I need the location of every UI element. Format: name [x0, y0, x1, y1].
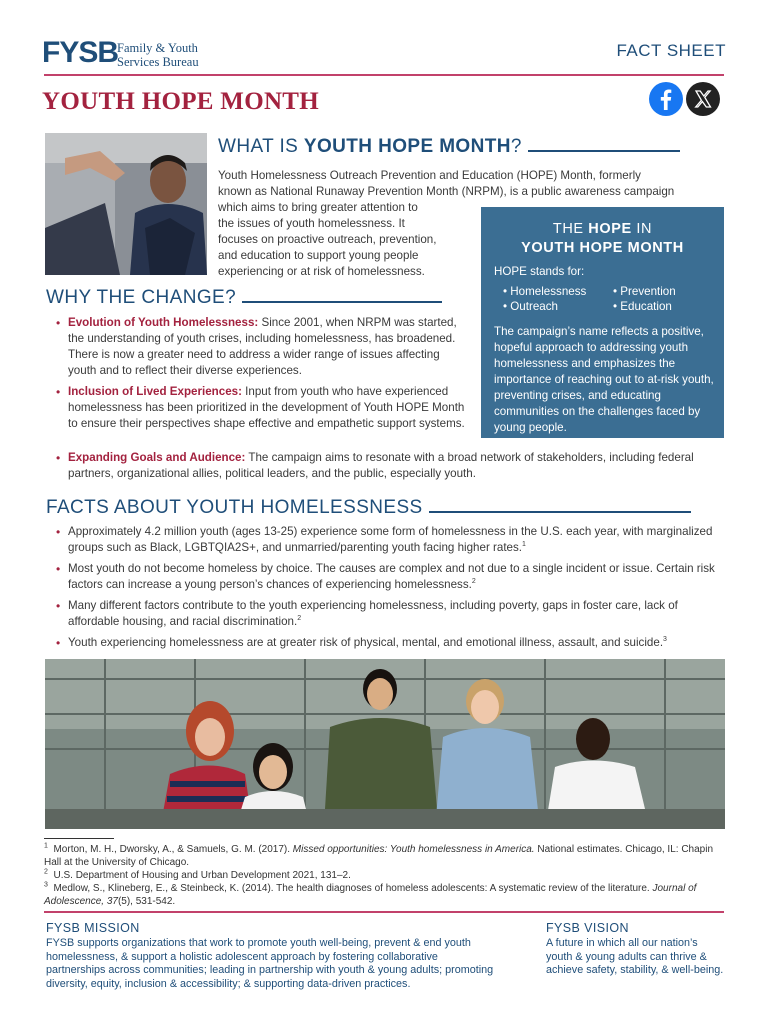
what-line: and education to support young people [218, 249, 419, 262]
footnote-number: 3 [44, 881, 48, 889]
what-line: Youth Homelessness Outreach Prevention and Education (HOPE) Month, formerly [218, 169, 641, 182]
footnote-number: 1 [44, 842, 48, 850]
what-line: experiencing or at risk of homelessness. [218, 265, 425, 278]
footnote-text: U.S. Department of Housing and Urban Development 2021, 131–2. [53, 870, 351, 881]
hope-item-prevention: • Prevention [613, 284, 723, 299]
facebook-icon[interactable] [649, 82, 683, 116]
footnote-divider [44, 838, 114, 839]
footer-divider [44, 911, 724, 913]
what-heading-bold: YOUTH HOPE MONTH [303, 136, 511, 157]
footnotes [44, 843, 724, 908]
fysb-logo: FYSB [42, 36, 119, 69]
fact-item [44, 524, 724, 556]
why-item-text: The campaign aims to resonate with a broad network of stakeholders, including federal partners, organizational allies, political leaders, and the public, especially youth. [68, 451, 694, 480]
heading-underline [242, 300, 442, 303]
hope-item-outreach: • Outreach [503, 299, 613, 314]
what-line: focuses on proactive outreach, prevention, [218, 233, 437, 246]
why-item-lead: Evolution of Youth Homelessness: [68, 316, 259, 329]
footnote-3 [44, 882, 724, 908]
footnote-ref[interactable]: 2 [297, 615, 302, 623]
youth-group-photo [45, 659, 725, 829]
footnote-italic: Journal of Adolescence, 37 [44, 883, 697, 907]
what-line: which aims to bring greater attention to [218, 201, 418, 214]
hope-title-line2: YOUTH HOPE MONTH [521, 240, 684, 256]
why-item-lead: Inclusion of Lived Experiences: [68, 385, 242, 398]
footnote-text: (5), 531-542. [117, 896, 176, 907]
hope-item-education: • Education [613, 299, 723, 314]
page-title: YOUTH HOPE MONTH [42, 88, 320, 115]
why-item-lead: Expanding Goals and Audience: [68, 451, 246, 464]
youth-outreach-photo [45, 133, 207, 275]
x-icon[interactable] [686, 82, 720, 116]
vision-text: A future in which all our nation’s youth & young adults can thrive & achieve safety, stability, & well-being. [546, 937, 724, 976]
heading-underline [429, 510, 691, 513]
hope-info-box [481, 207, 724, 438]
hope-item-homelessness: • Homelessness [503, 284, 613, 299]
fact-item [44, 635, 724, 651]
header-divider [44, 74, 724, 76]
fact-text: Many different factors contribute to the youth experiencing homelessness, including poverty, gaps in foster care, lack of affordable housing, and racial discrimination. [68, 599, 678, 628]
what-line: known as National Runaway Prevention Month (NRPM), is a public awareness campaign [218, 185, 675, 198]
doc-type-label: FACT SHEET [616, 41, 726, 60]
facts-heading-text: FACTS ABOUT YOUTH HOMELESSNESS [46, 497, 423, 518]
footnote-ref[interactable]: 2 [471, 578, 476, 586]
mission-heading: FYSB MISSION [46, 921, 140, 935]
fact-text: Youth experiencing homelessness are at greater risk of physical, mental, and emotional illness, assault, and suicide. [68, 636, 664, 649]
footnote-ref[interactable]: 1 [522, 541, 526, 549]
logo-line-2: Services Bureau [117, 55, 199, 69]
what-heading-suffix: ? [510, 136, 522, 157]
fact-text: Most youth do not become homeless by choice. The causes are complex and not due to a single incident or issue. Certain risk factors can increase a young person’s chances of experiencing homelessness. [68, 562, 715, 591]
hope-title-prefix: THE [552, 221, 589, 237]
footnote-text: Morton, M. H., Dworsky, A., & Samuels, G. M. (2017). [53, 844, 293, 855]
vision-heading: FYSB VISION [546, 921, 629, 935]
why-item [44, 315, 469, 379]
why-list [44, 315, 469, 437]
footnote-text: National estimates. Chicago, IL: Chapin Hall at the University of Chicago. [44, 844, 714, 868]
footnote-text: Medlow, S., Klineberg, E., & Steinbeck, K. (2014). The health diagnoses of homeless adolescents: A systematic review of the literature. [53, 883, 653, 894]
mission-text: FYSB supports organizations that work to promote youth well-being, prevent & end youth homelessness, & support a holistic adolescent approach by fostering collaborative partnerships across communities; leading in partnership with youth & young adults; promoting diversity, equity, inclusion & accessibility; & supporting data-driven practices. [46, 937, 494, 990]
why-item-text: Since 2001, when NRPM was started, the understanding of youth crises, including homelessness, has broadened. There is now a greater need to address a wider range of issues affecting youth and to reflect their diverse experiences. [68, 316, 457, 377]
footnote-1 [44, 843, 724, 869]
footnote-2 [44, 869, 724, 882]
what-line: the issues of youth homelessness. It [218, 217, 405, 230]
why-heading-text: WHY THE CHANGE? [46, 287, 237, 308]
fact-item [44, 598, 724, 630]
fact-text: Approximately 4.2 million youth (ages 13-25) experience some form of homelessness in the U.S. each year, with marginalized groups such as Black, LGBTQIA2S+, and unmarried/parenting youth facing higher rates. [68, 525, 713, 554]
hope-box-title [481, 220, 724, 258]
what-heading-prefix: WHAT IS [218, 136, 304, 157]
why-item [44, 384, 469, 432]
hope-title-suffix: IN [631, 221, 653, 237]
hope-title-bold: HOPE [588, 221, 632, 237]
hope-acronym-list [503, 284, 724, 314]
footnote-number: 2 [44, 868, 48, 876]
heading-underline [528, 149, 680, 152]
why-item-text: Input from youth who have experienced homelessness has been prioritized in the development of Youth HOPE Month to ensure their perspectives shape effective and empathetic support systems. [68, 385, 465, 430]
why-heading [46, 287, 442, 309]
hope-stands-for: HOPE stands for: [494, 265, 585, 278]
why-item [44, 450, 724, 482]
facts-heading [46, 497, 691, 519]
footnote-ref[interactable]: 3 [663, 636, 667, 644]
why-list-wide [44, 450, 724, 487]
logo-line-1: Family & Youth [117, 41, 198, 55]
facts-list [44, 524, 724, 656]
footnote-italic: Missed opportunities: Youth homelessness in America. [292, 844, 535, 855]
hope-description: The campaign’s name reflects a positive, hopeful approach to addressing youth homelessness and emphasizes the importance of reaching out to at-risk youth, preventing crises, and educating communities on the challenges faced by young people. [494, 325, 714, 434]
logo-wordmark [117, 41, 199, 69]
fact-item [44, 561, 724, 593]
what-is-heading [218, 136, 680, 158]
